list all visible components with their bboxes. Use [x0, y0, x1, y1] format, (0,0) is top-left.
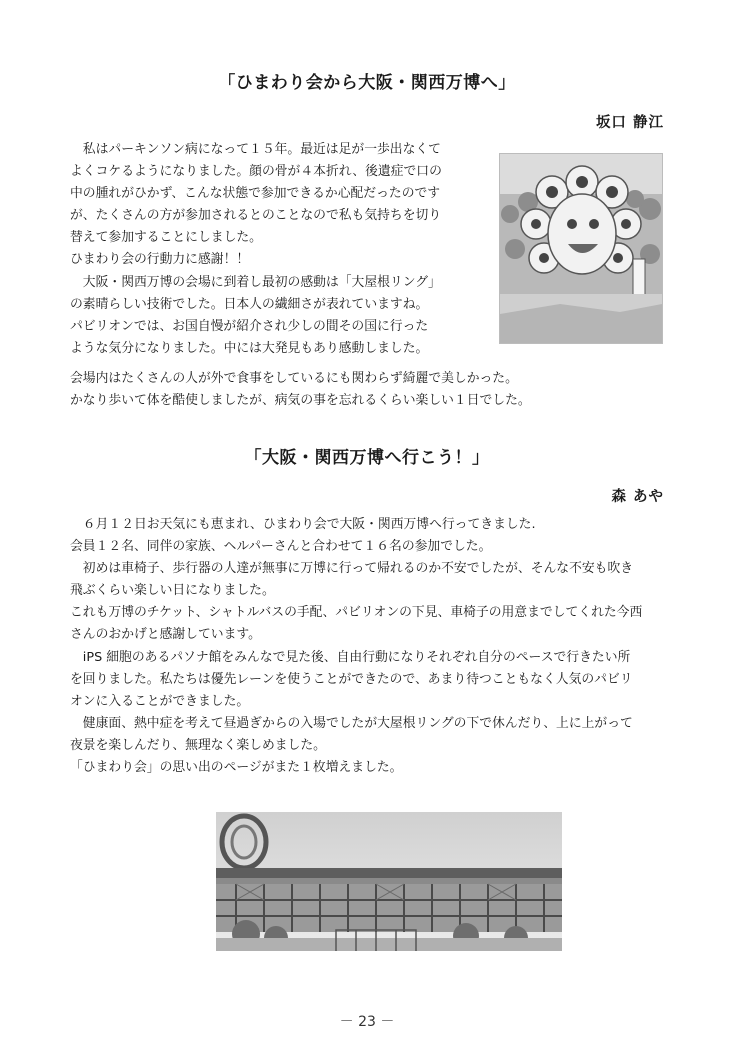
section2-author: 森 あや	[611, 489, 664, 505]
section2-line: ６月１２日お天気にも恵まれ、ひまわり会で大阪・関西万博へ行ってきました.	[70, 517, 536, 532]
section2-body	[70, 514, 670, 779]
section1-line: 替えて参加することにしました。	[70, 230, 262, 246]
section2-line: これも万博のチケット、シャトルバスの手配、パビリオンの下見、車椅子の用意までしてくれた今西	[70, 605, 643, 621]
mascot-photo	[499, 153, 663, 344]
section2-title: 「大阪・関西万博へ行こう！」	[244, 448, 490, 468]
section2-line: 飛ぶくらい楽しい日になりました。	[70, 583, 275, 599]
section1-line: 大阪・関西万博の会場に到着し最初の感動は「大屋根リング」	[70, 274, 441, 290]
section1-title: 「ひまわり会から大阪・関西万博へ」	[218, 73, 516, 93]
section1-line: パビリオンでは、お国自慢が紹介され少しの間その国に行った	[70, 318, 429, 334]
section1-line: ひまわり会の行動力に感謝！！	[70, 252, 250, 268]
section1-line: ような気分になりました。中には大発見もあり感動しました。	[70, 340, 429, 356]
section2-line: 初めは車椅子、歩行器の人達が無事に万博に行って帰れるのか不安でしたが、そんな不安も吹き	[70, 561, 634, 577]
section2-line: を回りました。私たちは優先レーンを使うことができたので、あまり待つこともなく人気のパビリ	[70, 671, 633, 687]
section2-line: 会員１２名、同伴の家族、ヘルパーさんと合わせて１６名の参加でした。	[70, 539, 492, 555]
section2-line: 夜景を楽しんだり、無理なく楽しめました。	[70, 737, 326, 753]
section1-author: 坂口 静江	[595, 115, 664, 131]
section2-line: オンに入ることができました。	[70, 693, 250, 709]
section2-line: iPS 細胞のあるパソナ館をみんなで見た後、自由行動になりそれぞれ自分のペースで行きたい所	[70, 649, 631, 665]
section1-line: の素晴らしい技術でした。日本人の繊細さが表れていますね。	[70, 296, 429, 312]
ring-photo	[216, 812, 562, 951]
section1-line: 中の腫れがひかず、こんな状態で参加できるか心配だったのです	[70, 186, 441, 202]
section1-line: 私はパーキンソン病になって１５年。最近は足が一歩出なくて	[70, 142, 441, 157]
section1-body-wrapped	[70, 139, 490, 360]
section1-line: が、たくさんの方が参加されるとのことなので私も気持ちを切り	[70, 208, 442, 224]
page-number: － 23 －	[339, 1014, 395, 1030]
section1-body-full	[70, 368, 670, 412]
section2-line: さんのおかげと感謝しています。	[70, 627, 261, 643]
section1-line: 会場内はたくさんの人が外で食事をしているにも関わらず綺麗で美しかった。	[70, 371, 518, 386]
section2-line: 「ひまわり会」の思い出のページがまた１枚増えました。	[70, 760, 403, 776]
section1-line: よくコケるようになりました。顔の骨が４本折れ、後遺症で口の	[70, 164, 442, 180]
section2-line: 健康面、熱中症を考えて昼過ぎからの入場でしたが大屋根リングの下で休んだり、上に上がって	[70, 715, 633, 731]
section1-line: かなり歩いて体を酷使しましたが、病気の事を忘れるくらい楽しい１日でした。	[70, 393, 531, 409]
